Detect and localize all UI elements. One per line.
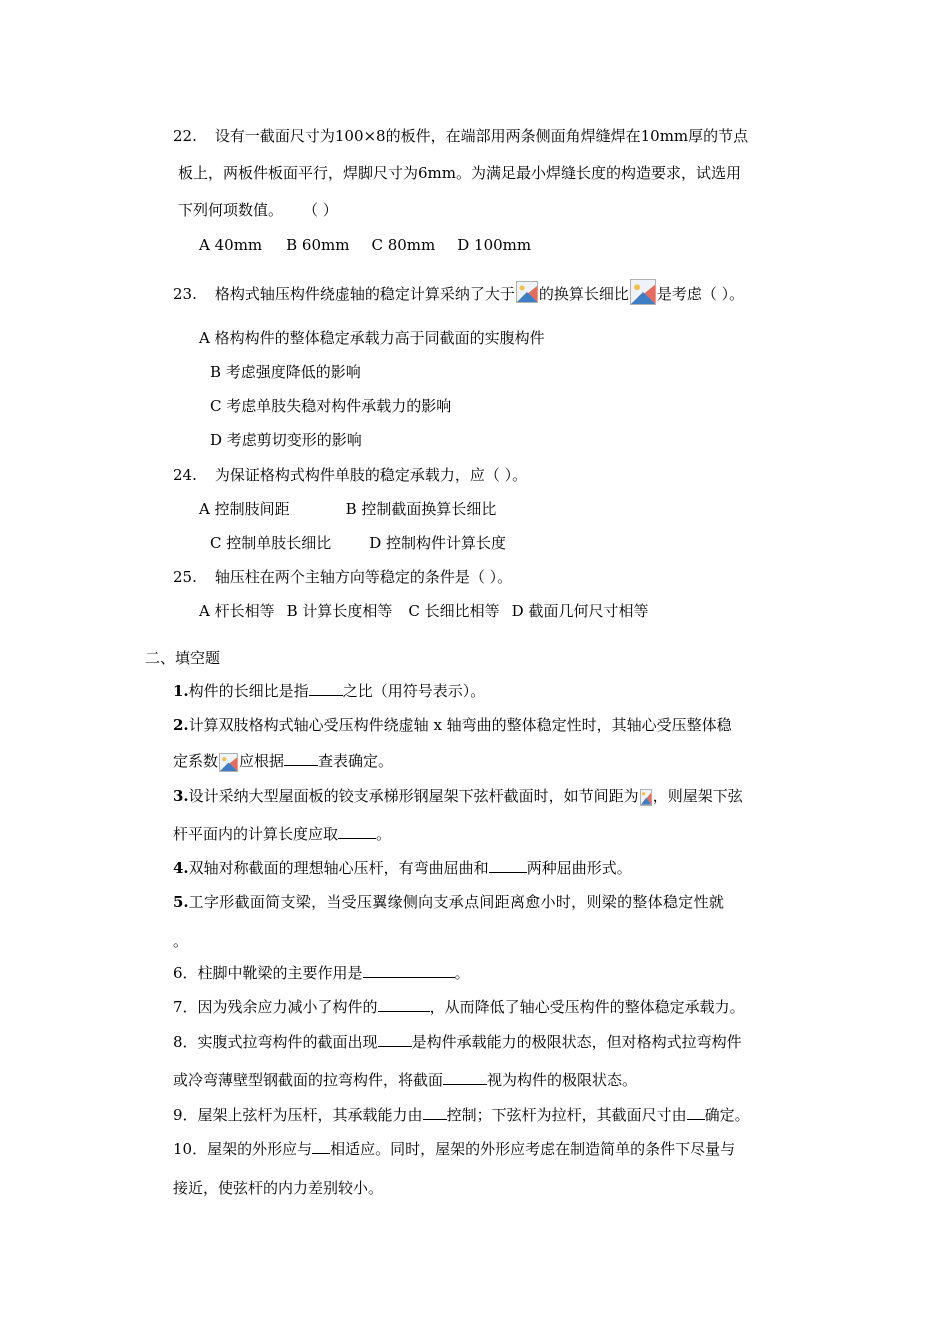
fill-item-10-line-1 (173, 1138, 735, 1160)
fill-8-text-1b: 是构件承载能力的极限状态，但对格构式拉弯构件 (411, 1033, 742, 1051)
fill-10-text-1b: 相适应。同时，屋架的外形应考虑在制造简单的条件下尽量与 (330, 1140, 736, 1158)
fill-item-9 (173, 1104, 750, 1126)
fill-8-text-1a: 实腹式拉弯构件的截面出现 (197, 1033, 378, 1051)
fill-item-4 (173, 857, 632, 879)
q22-option-c: C 80mm (371, 236, 436, 254)
q22-line-2: 板上，两板件板面平行，焊脚尺寸为6mm。为满足最小焊缝长度的构造要求，试选用 (178, 164, 741, 182)
q25-option-b: B 计算长度相等 (286, 602, 393, 620)
fill-blank (443, 1070, 487, 1085)
fill-9-text-c: 确定。 (704, 1106, 750, 1124)
q22-text-1: 设有一截面尺寸为100×8的板件，在端部用两条侧面角焊缝焊在10mm厚的节点 (214, 127, 749, 145)
fill-7-number: 7． (173, 998, 198, 1016)
fill-10-text-2: 接近，使弦杆的内力差别较小。 (173, 1179, 384, 1197)
fill-blank (378, 1032, 412, 1047)
fill-item-8-line-1 (173, 1031, 742, 1053)
fill-8-text-2b: 视为构件的极限状态。 (487, 1071, 638, 1089)
fill-item-2-line-1 (173, 714, 732, 736)
fill-item-1 (173, 680, 485, 702)
q22-option-d: D 100mm (457, 236, 532, 254)
fill-item-3-line-2 (173, 823, 391, 845)
fill-blank (309, 681, 343, 696)
fill-8-text-2a: 或冷弯薄壁型钢截面的拉弯构件，将截面 (173, 1071, 444, 1089)
fill-1-text-a: 构件的长细比是指 (188, 682, 309, 700)
fill-8-number: 8． (173, 1033, 198, 1051)
q22-number: 22. (173, 127, 197, 145)
fill-blank (284, 751, 318, 766)
q23-option-c: C 考虑单肢失稳对构件承载力的影响 (210, 397, 452, 415)
fill-5-text-1: 工字形截面简支梁，当受压翼缘侧向支承点间距离愈小时，则梁的整体稳定性就 (188, 893, 725, 911)
q25-option-c: C 长细比相等 (408, 602, 500, 620)
fill-blank (363, 963, 455, 978)
image-placeholder-icon (516, 281, 538, 303)
fill-5-text-2: 。 (173, 932, 189, 950)
fill-4-number: 4. (173, 859, 189, 877)
image-placeholder-icon (219, 753, 238, 772)
q25-line-1 (173, 566, 512, 588)
fill-3-text-2a: 杆平面内的计算长度应取 (173, 825, 339, 843)
q23-text-2: 的换算长细比 (538, 285, 629, 303)
q24-option-b: B 控制截面换算长细比 (345, 500, 497, 518)
q23-text-3: 是考虑（ ）。 (656, 285, 745, 303)
fill-blank (687, 1105, 705, 1120)
fill-2-text-1: 计算双肢格构式轴心受压构件绕虚轴 x 轴弯曲的整体稳定性时，其轴心受压整体稳 (188, 716, 732, 734)
fill-blank (338, 824, 376, 839)
q22-option-b: B 60mm (286, 236, 350, 254)
q24-line-1 (173, 464, 527, 486)
q22-line-1 (173, 125, 748, 147)
q23-line-1 (173, 279, 744, 301)
q23-number: 23. (173, 285, 197, 303)
q25-number: 25. (173, 568, 197, 586)
fill-item-8-line-2 (173, 1069, 637, 1091)
fill-10-text-1a: 屋架的外形应与 (207, 1140, 313, 1158)
q23-option-b: B 考虑强度降低的影响 (210, 363, 361, 381)
q24-text: 为保证格构式构件单肢的稳定承载力，应（ ）。 (214, 466, 528, 484)
q25-option-a: A 杆长相等 (199, 602, 275, 620)
fill-4-text-b: 两种屈曲形式。 (526, 859, 632, 877)
fill-6-text-b: 。 (454, 964, 470, 982)
fill-blank (312, 1139, 330, 1154)
q23-text-1: 格构式轴压构件绕虚轴的稳定计算采纳了大于 (214, 285, 515, 303)
fill-3-text-1a: 设计采纳大型屋面板的铰支承梯形钢屋架下弦杆截面时，如节间距为 (188, 787, 639, 805)
q22-answer-paren: （ ） (303, 201, 338, 219)
fill-2-number: 2. (173, 716, 189, 734)
q24-options-row-2 (210, 532, 506, 554)
fill-4-text-a: 双轴对称截面的理想轴心压杆，有弯曲屈曲和 (188, 859, 489, 877)
fill-10-number: 10． (173, 1140, 208, 1158)
fill-7-text-b: ，从而降低了轴心受压构件的整体稳定承载力。 (429, 998, 745, 1016)
fill-9-number: 9． (173, 1106, 198, 1124)
fill-item-3-line-1 (173, 785, 743, 807)
q22-options (199, 234, 531, 256)
q24-options-row-1 (199, 498, 496, 520)
image-placeholder-icon (630, 279, 656, 305)
fill-5-number: 5. (173, 893, 189, 911)
q22-line-3 (178, 199, 338, 221)
fill-blank (423, 1105, 447, 1120)
fill-2-text-2c: 查表确定。 (318, 752, 394, 770)
q24-option-c: C 控制单肢长细比 (210, 534, 332, 552)
fill-3-number: 3. (173, 787, 189, 805)
q25-options (199, 600, 648, 622)
fill-blank (489, 858, 527, 873)
fill-6-number: 6． (173, 964, 198, 982)
fill-item-5-line-1 (173, 891, 724, 913)
fill-9-text-b: 控制；下弦杆为拉杆，其截面尺寸由 (446, 1106, 687, 1124)
fill-item-2-line-2 (173, 750, 393, 772)
section-title-fill-in: 二、填空题 (145, 649, 221, 667)
fill-7-text-a: 因为残余应力减小了构件的 (197, 998, 378, 1016)
q23-option-d: D 考虑剪切变形的影响 (210, 431, 362, 449)
fill-blank (378, 997, 430, 1012)
fill-item-7 (173, 996, 745, 1018)
q25-option-d: D 截面几何尺寸相等 (511, 602, 649, 620)
fill-9-text-a: 屋架上弦杆为压杆，其承载能力由 (197, 1106, 423, 1124)
q24-option-d: D 控制构件计算长度 (369, 534, 507, 552)
q24-number: 24. (173, 466, 197, 484)
fill-2-text-2b: 应根据 (239, 752, 285, 770)
fill-6-text-a: 柱脚中靴梁的主要作用是 (197, 964, 363, 982)
fill-3-text-1b: ，则屋架下弦 (652, 787, 743, 805)
q23-option-a: A 格构构件的整体稳定承载力高于同截面的实腹构件 (199, 329, 545, 347)
q25-text: 轴压柱在两个主轴方向等稳定的条件是（ ）。 (214, 568, 513, 586)
fill-2-text-2a: 定系数 (173, 752, 219, 770)
q24-option-a: A 控制肢间距 (199, 500, 290, 518)
q22-text-3: 下列何项数值。 (178, 201, 284, 219)
fill-item-6 (173, 962, 470, 984)
fill-3-text-2b: 。 (376, 825, 392, 843)
fill-1-number: 1. (173, 682, 189, 700)
fill-1-text-b: 之比（用符号表示）。 (342, 682, 486, 700)
q22-option-a: A 40mm (199, 236, 263, 254)
image-placeholder-icon (640, 789, 652, 806)
